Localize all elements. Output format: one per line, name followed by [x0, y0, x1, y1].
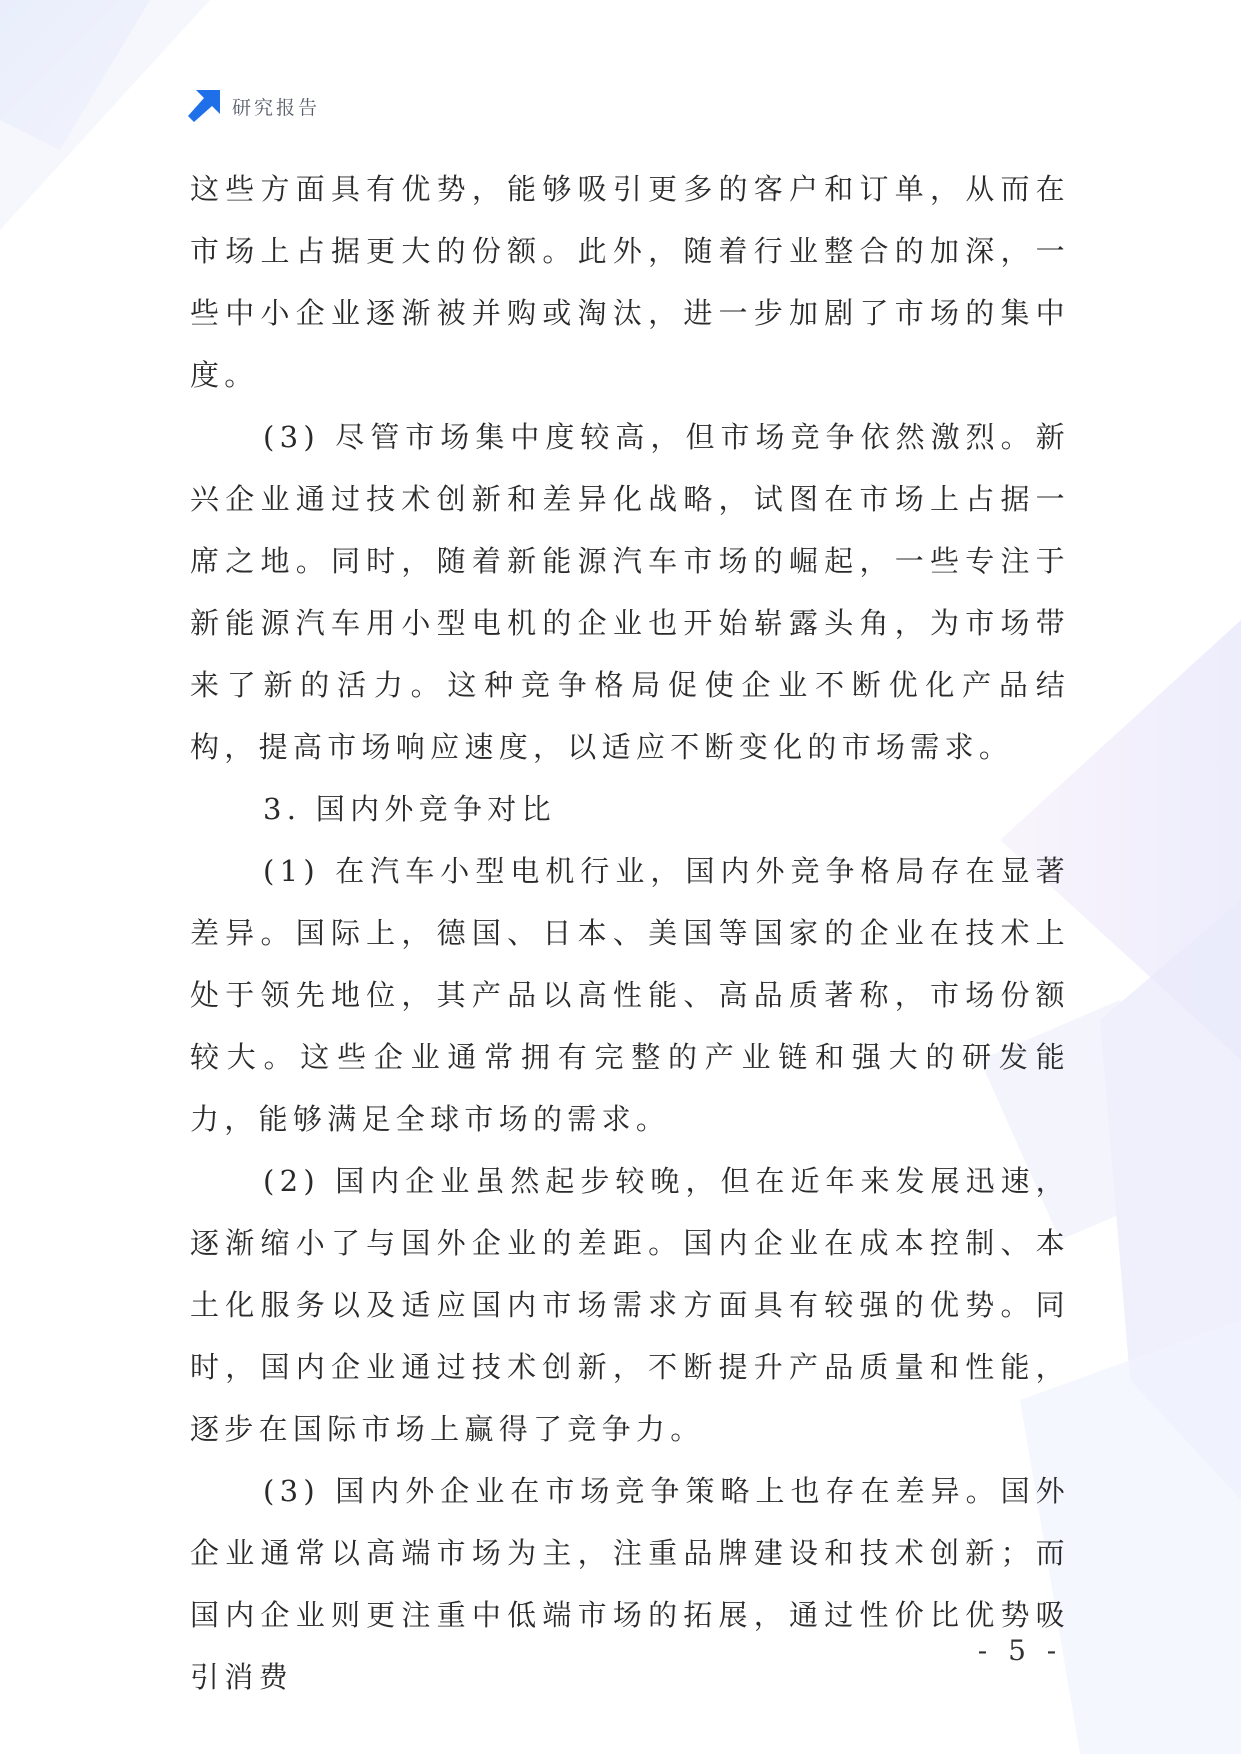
paragraph: (1) 在汽车小型电机行业，国内外竞争格局存在显著差异。国际上，德国、日本、美国等国家的企业在技术上处于领先地位，其产品以高性能、高品质著称，市场份额较大。这些企业通常拥有完整的产业链和强大的研发能力，能够满足全球市场的需求。: [190, 854, 1070, 1136]
arrow-up-right-icon: [188, 90, 220, 122]
document-body: [190, 158, 1070, 1708]
header-title: 研究报告: [232, 96, 321, 119]
page-number: - 5 -: [977, 1634, 1063, 1667]
paragraph: (3) 国内外企业在市场竞争策略上也存在差异。国外企业通常以高端市场为主，注重品牌建设和技术创新；而国内企业则更注重中低端市场的拓展，通过性价比优势吸引消费: [190, 1474, 1070, 1694]
paragraph: (2) 国内企业虽然起步较晚，但在近年来发展迅速，逐渐缩小了与国外企业的差距。国内企业在成本控制、本土化服务以及适应国内市场需求方面具有较强的优势。同时，国内企业通过技术创新，不断提升产品质量和性能，逐步在国际市场上赢得了竞争力。: [190, 1164, 1070, 1446]
report-header: [188, 88, 320, 124]
paragraph: (3) 尽管市场集中度较高，但市场竞争依然激烈。新兴企业通过技术创新和差异化战略，试图在市场上占据一席之地。同时，随着新能源汽车市场的崛起，一些专注于新能源汽车用小型电机的企业也开始崭露头角，为市场带来了新的活力。这种竞争格局促使企业不断优化产品结构，提高市场响应速度，以适应不断变化的市场需求。: [190, 420, 1070, 764]
section-heading: 3. 国内外竞争对比: [263, 792, 556, 826]
paragraph-continuation: 这些方面具有优势，能够吸引更多的客户和订单，从而在市场上占据更大的份额。此外，随着行业整合的加深，一些中小企业逐渐被并购或淘汰，进一步加剧了市场的集中度。: [190, 172, 1070, 392]
